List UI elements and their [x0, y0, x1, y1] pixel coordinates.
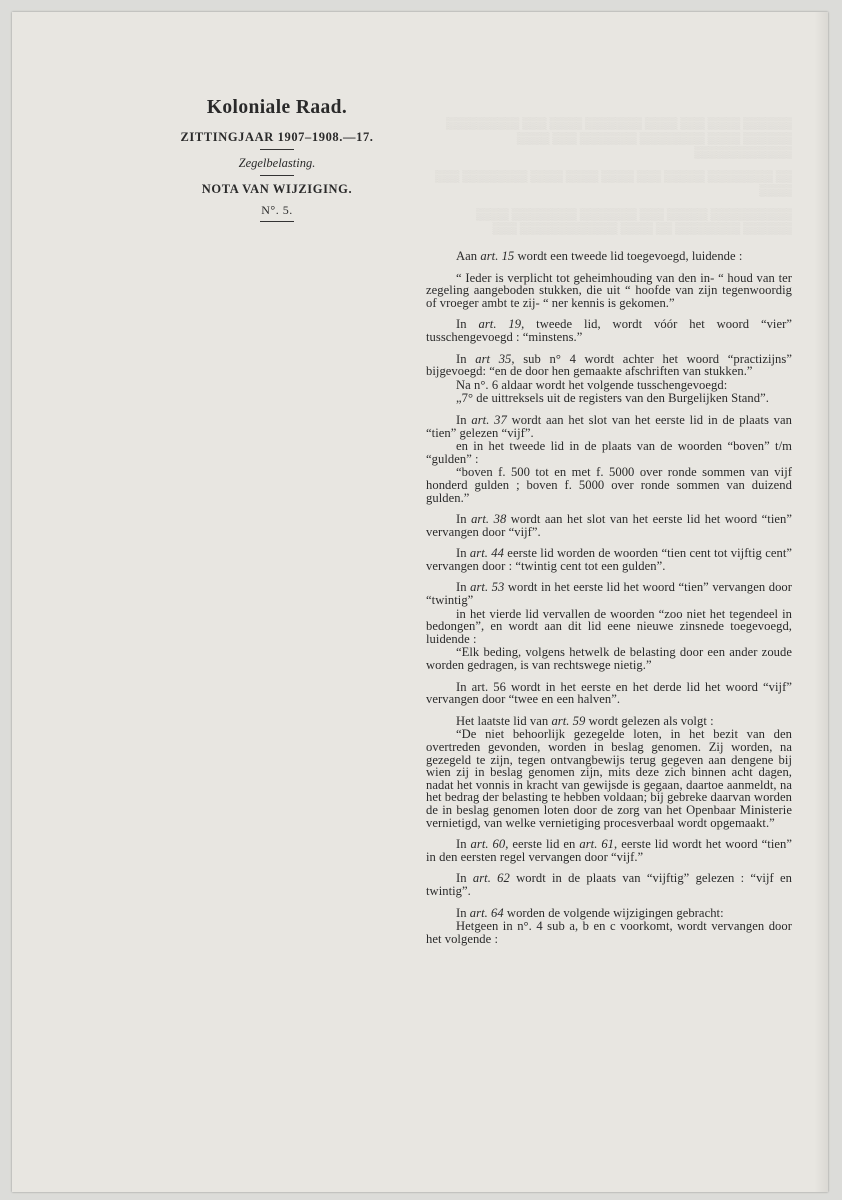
paragraph-art-37: In art. 37 wordt aan het slot van het eerste lid in de plaats van “tien” gelezen “vijf”. [426, 412, 793, 440]
subject-line: Zegelbelasting. [238, 156, 316, 170]
paragraph-art-64-sub: Hetgeen in n°. 4 sub a, b en c voorkomt, wordt vervangen door het volgende : [426, 919, 792, 946]
document-number: N°. 5. [261, 203, 293, 217]
paragraph-art-59-quote: “De niet behoorlijk gezegelde loten, in het bezit van den overtreden gevonden, worden in beslag genomen. Zij worden, na gezegeld te zijn, tegen ontvangbewijs terug gegeven aan dengene bij wien zij in beslag genomen zijn, mits deze zich binnen acht dagen, nadat het vonnis in kracht van gewijsde is gegaan, daartoe aanmeldt, na het bedrag der belasting te hebben voldaan; bij gebreke daarvan worden de in beslag genomen loten door de zorg van het Openbaar Ministerie vernietigd, van welke vernietiging procesverbaal wordt opgemaakt.” [426, 727, 792, 830]
paragraph-art-56: In art. 56 wordt in het eerste en het derde lid het woord “vijf” vervangen door “twee en een halven”. [426, 679, 792, 707]
paragraph-art-35: In art 35, sub n° 4 wordt achter het woord “practizijns” bijgevoegd: “en de door hen gemaakte afschriften van stukken.” [426, 351, 792, 379]
document-header [172, 96, 382, 222]
paragraph-art-15: Aan art. 15 wordt een tweede lid toegevoegd, luidende : [456, 249, 743, 263]
page-edge-shadow [814, 12, 828, 1192]
header-divider [260, 221, 294, 222]
paragraph-art-60-61: In art. 60, eerste lid en art. 61, eerste lid wordt het woord “tien” in den eersten regel vervangen door “vijf.” [426, 837, 793, 864]
paragraph-art-35-insert: Na n°. 6 aldaar wordt het volgende tusschengevoegd: [456, 377, 728, 392]
amendment-text [426, 250, 792, 954]
paragraph-art-19: In art. 19, tweede lid, wordt vóór het woord “vier” tusschengevoegd : “minstens.” [426, 317, 793, 344]
session-year: ZITTINGJAAR 1907–1908.—17. [180, 130, 374, 144]
paragraph-art-37-second: en in het tweede lid in de plaats van de woorden “boven” t/m “gulden” : [426, 439, 792, 466]
bleed-through-text: ▒▒▒▒▒▒ ▒▒▒▒ ▒▒▒ ▒▒▒▒ ▒▒▒▒▒▒▒ ▒▒▒▒ ▒▒▒ ▒▒▒▒▒▒▒▒▒ ▒▒▒▒▒▒ ▒▒▒▒ ▒▒▒▒▒▒▒▒ ▒▒▒▒▒▒▒ ▒▒▒ ▒▒▒▒ ▒▒▒▒▒▒▒▒▒▒▒▒ ▒▒ ▒▒▒▒▒▒▒▒ ▒▒▒▒▒ ▒▒▒ ▒▒▒▒ ▒▒▒▒ ▒▒▒▒ ▒▒▒▒▒▒▒▒ ▒▒▒ ▒▒▒▒ ▒▒▒▒▒▒▒▒▒▒ ▒▒▒▒▒ ▒▒▒ ▒▒▒▒▒▒▒ ▒▒▒▒▒▒▒▒ ▒▒▒▒ ▒▒▒▒▒▒ ▒▒▒▒▒▒▒▒ ▒▒ ▒▒▒▒ ▒▒▒▒▒▒▒▒▒▒▒▒ ▒▒▒ [434, 118, 792, 235]
document-page [12, 12, 828, 1192]
paragraph-art-59: Het laatste lid van art. 59 wordt gelezen als volgt : [456, 713, 714, 728]
paragraph-art-62: In art. 62 wordt in de plaats van “vijftig” gelezen : “vijf en twintig”. [426, 871, 793, 898]
council-title: Koloniale Raad. [206, 97, 348, 118]
header-divider [260, 175, 294, 176]
paragraph-art-53-fourth: in het vierde lid vervallen de woorden “zoo niet het tegendeel in bedongen”, en wordt aan dit lid eene nieuwe zinsnede toegevoegd, luidende : [426, 606, 792, 646]
paragraph-art-53: In art. 53 wordt in het eerste lid het woord “tien” vervangen door “twintig” [426, 580, 793, 608]
paragraph-art-38: In art. 38 wordt aan het slot van het eerste lid het woord “tien” vervangen door “vijf”. [426, 512, 793, 539]
paragraph-art-64: In art. 64 worden de volgende wijzigingen gebracht: [456, 905, 724, 920]
header-divider [260, 149, 294, 150]
paragraph-art-53-quote: “Elk beding, volgens hetwelk de belasting door een ander zoude worden gedragen, is van rechtswege nietig.” [426, 645, 792, 673]
paragraph-art-44: In art. 44 eerste lid worden de woorden “tien cent tot vijftig cent” vervangen door : “twintig cent tot een gulden”. [426, 546, 793, 573]
paragraph-art-37-quote: “boven f. 500 tot en met f. 5000 over ronde sommen van vijf honderd gulden ; boven f. 5000 over ronde sommen van duizend gulden.” [426, 465, 792, 505]
paragraph-art-35-quote: „7° de uittreksels uit de registers van den Burgelijken Stand”. [456, 391, 769, 406]
nota-title: NOTA VAN WIJZIGING. [201, 182, 353, 196]
paragraph-quote-geheimhouding: “ Ieder is verplicht tot geheimhouding van den in- “ houd van ter zegeling aangeboden stukken, die uit “ hoofde van zijn tegenwoordig of vroeger ambt te zij- “ ner kennis is gekomen.” [426, 270, 792, 310]
